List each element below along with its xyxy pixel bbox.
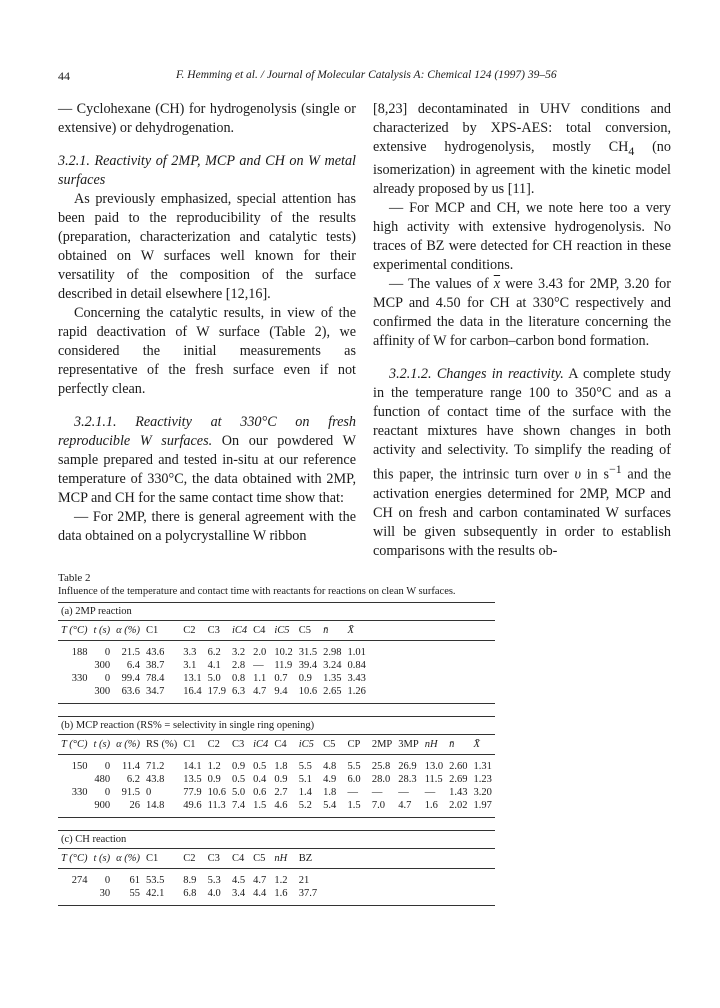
table-2 <box>58 572 666 906</box>
table-header-cell: C4 <box>250 621 271 641</box>
table-cell <box>58 773 90 786</box>
table-header-row <box>58 735 495 755</box>
paragraph: 3.2.1.1. Reactivity at 330°C on fresh reproducible W surfaces. On our powdered W sample prepared and tested in-situ at our reference temperature of 330°C, the data obtained with 2MP, MCP and CH for the same contact time show that: <box>58 414 357 506</box>
table-cell: 78.4 <box>146 673 165 684</box>
paragraph-gap <box>58 138 356 152</box>
table-cell: 1.6 <box>422 799 446 818</box>
table-cell: 99.4 <box>121 673 140 684</box>
table-header-cell: C3 <box>205 621 229 641</box>
table-header-cell: C1 <box>180 735 204 755</box>
table-cell: 1.31 <box>473 761 492 772</box>
table-cell: 5.3 <box>207 875 221 886</box>
table-cell: 1.26 <box>344 685 368 704</box>
table-cell: 8.9 <box>183 875 197 886</box>
table-section-label: (c) CH reaction <box>58 831 495 849</box>
table-header-cell: nH <box>271 849 295 869</box>
paragraph: [8,23] decontaminated in UHV conditions and characterized by XPS-AES: total conversion, extensive hydrogenolysis, mostly $CH_4$ (no isomerization) in agreement with the kinetic model already proposed by us [11]. <box>373 101 671 197</box>
table-section-label: (a) 2MP reaction <box>58 603 495 621</box>
table-cell: 13.1 <box>183 673 202 684</box>
table-cell: 6.0 <box>347 774 361 785</box>
paragraph: — For 2MP, there is general agreement with the data obtained on a polycrystalline W ribbon <box>58 509 356 544</box>
table-row <box>58 799 495 818</box>
table-cell: — <box>398 787 409 798</box>
table-cell: 10.6 <box>296 685 320 704</box>
table-cell: 11.5 <box>424 774 443 785</box>
table-cell: 3.24 <box>323 660 342 671</box>
table-cell: 25.8 <box>371 761 391 772</box>
table-cell: 1.2 <box>207 761 221 772</box>
table-cell: 6.4 <box>126 660 140 671</box>
table-header-cell: iC4 <box>229 621 250 641</box>
table-header-cell: n̄ <box>446 735 470 755</box>
table-cell: 30 <box>90 887 113 906</box>
table-cell <box>58 799 90 818</box>
data-table <box>58 602 495 906</box>
table-row <box>58 641 495 660</box>
table-cell: 480 <box>94 774 111 785</box>
table-cell: 0.4 <box>253 774 267 785</box>
running-head: F. Hemming et al. / Journal of Molecular Catalysis A: Chemical 124 (1997) 39–56 <box>176 69 557 81</box>
table-cell: 31.5 <box>298 647 318 658</box>
table-cell: 0.5 <box>231 774 246 785</box>
table-cell: 0.9 <box>274 774 288 785</box>
table-cell: 26.9 <box>398 761 417 772</box>
table-header-cell: C2 <box>180 849 204 869</box>
table-cell: 28.0 <box>371 774 391 785</box>
table-cell: 9.4 <box>271 685 295 704</box>
table-cell: 28.3 <box>398 774 417 785</box>
table-cell: 2.98 <box>323 647 342 658</box>
table-cell <box>58 685 90 704</box>
table-cell: 1.8 <box>274 761 288 772</box>
table-cell: 330 <box>71 787 88 798</box>
table-row <box>58 755 495 774</box>
table-header-cell: C4 <box>229 849 250 869</box>
table-cell: 5.5 <box>298 761 312 772</box>
table-header-row <box>58 621 495 641</box>
table-header-cell: BZ <box>296 849 320 869</box>
table-cell: 43.6 <box>146 647 165 658</box>
table-cell: 1.1 <box>253 673 267 684</box>
paragraph: — For MCP and CH, we note here too a very high activity with extensive hydrogenolysis. No traces of BZ were detected for CH reaction in these experimental conditions. <box>373 199 671 273</box>
table-cell: 5.5 <box>347 761 361 772</box>
table-cell: 5.2 <box>296 799 320 818</box>
table-cell: 900 <box>90 799 113 818</box>
table-cell: 10.6 <box>207 787 226 798</box>
table-cell: 4.0 <box>205 887 229 906</box>
paragraph: Concerning the catalytic results, in view of the rapid deactivation of W surface (Table 2), we considered the initial measurements as representative of the fresh surface even if not perfectly clean. <box>58 305 356 397</box>
table-cell: 0 <box>104 761 111 772</box>
table-cell: 11.9 <box>274 660 293 671</box>
table-row <box>58 773 495 786</box>
table-cell: 300 <box>90 685 113 704</box>
table-cell: 4.7 <box>250 685 271 704</box>
table-cell: 3.20 <box>473 787 492 798</box>
table-cell: 0 <box>104 673 111 684</box>
table-cell <box>58 887 90 906</box>
table-header-cell: C3 <box>205 849 229 869</box>
table-header-cell: α (%) <box>113 621 143 641</box>
table-cell: 2.02 <box>446 799 470 818</box>
table-row <box>58 685 495 704</box>
table-cell: 14.1 <box>183 761 202 772</box>
table-header-cell: X̄ <box>344 621 368 641</box>
table-header-cell: α (%) <box>113 735 143 755</box>
paragraph-gap <box>373 351 671 365</box>
table-cell: 0.9 <box>207 774 221 785</box>
table-cell: 26 <box>113 799 143 818</box>
table-cell: 5.4 <box>320 799 344 818</box>
table-cell: 0.5 <box>253 761 267 772</box>
table-header-cell: C3 <box>229 735 250 755</box>
table-header-cell: nH <box>422 735 446 755</box>
table-row <box>58 786 495 799</box>
table-cell: 63.6 <box>113 685 143 704</box>
table-header-row <box>58 849 495 869</box>
paragraph: As previously emphasized, special attention has been paid to the reproducibility of the results (preparation, characterization and catalytic tests) obtained on W surfaces well known for their versatility of the composition of the surface described in detail elsewhere [12,16]. <box>58 191 356 302</box>
table-header-cell: C5 <box>320 735 344 755</box>
table-cell: 16.4 <box>180 685 204 704</box>
table-cell: 37.7 <box>296 887 320 906</box>
paragraph: 3.2.1.2. Changes in reactivity. A complete study in the temperature range 100 to 350°C and as a function of contact time of the surface with the reactant mixtures have shown changes in both activity and selectivity. To simplify the reading of this paper, the intrinsic turn over υ in $s^{-1}$ and the activation energies determined for 2MP, MCP and CH on fresh and carbon contaminated W surfaces will be given subsequently in order to establish comparisons with the results ob- <box>373 365 672 559</box>
table-cell: — <box>424 787 436 798</box>
table-header-cell: C1 <box>143 849 180 869</box>
table-cell: — <box>371 787 383 798</box>
table-cell: 3.4 <box>229 887 250 906</box>
paragraph: — The values of $\overline{x}$ were 3.43 for 2MP, 3.20 for MCP and 4.50 for CH at 330°C respectively and confirmed the data in the literature concerning the affinity of W for carbon–carbon bond formation. <box>373 275 671 349</box>
table-header-cell: t (s) <box>90 849 113 869</box>
table-header-cell: iC4 <box>250 735 271 755</box>
table-cell: — <box>253 660 264 671</box>
table-cell: 5.0 <box>231 787 246 798</box>
table-cell: 91.5 <box>121 787 140 798</box>
table-header-cell: RS (%) <box>143 735 180 755</box>
table-cell: 2.7 <box>274 787 288 798</box>
table-cell: 14.8 <box>143 799 180 818</box>
table-cell: 21.5 <box>121 647 140 658</box>
table-cell: 2.65 <box>320 685 344 704</box>
table-cell: 7.0 <box>369 799 395 818</box>
table-cell: 300 <box>94 660 111 671</box>
table-cell: 1.97 <box>470 799 494 818</box>
table-header-cell: t (s) <box>90 621 113 641</box>
table-cell: 0 <box>104 647 111 658</box>
table-cell: 150 <box>71 761 88 772</box>
table-header-cell: t (s) <box>90 735 113 755</box>
table-header-cell: 2MP <box>369 735 395 755</box>
table-cell: 4.4 <box>250 887 271 906</box>
table-cell: 11.4 <box>122 761 140 772</box>
table-cell: 188 <box>71 647 88 658</box>
table-cell: 1.23 <box>473 774 492 785</box>
table-cell: 0.84 <box>347 660 366 671</box>
table-cell: 77.9 <box>183 787 202 798</box>
table-cell: 71.2 <box>146 761 165 772</box>
table-header-cell: C2 <box>205 735 229 755</box>
table-cell: 4.1 <box>207 660 221 671</box>
table-cell: 2.69 <box>449 774 468 785</box>
table-cell <box>58 659 90 672</box>
left-column <box>58 100 356 546</box>
table-header-cell: C4 <box>271 735 295 755</box>
table-cell: 6.3 <box>229 685 250 704</box>
table-cell: 0.9 <box>298 673 312 684</box>
table-cell: 4.7 <box>253 875 267 886</box>
section-heading: 3.2.1. Reactivity of 2MP, MCP and CH on W metal surfaces <box>58 153 356 188</box>
table-cell: 21 <box>298 875 310 886</box>
table-cell: 11.3 <box>205 799 229 818</box>
table-cell: 4.5 <box>231 875 246 886</box>
table-cell: 53.5 <box>146 875 165 886</box>
table-cell: 2.60 <box>449 761 468 772</box>
table-cell: 13.0 <box>424 761 444 772</box>
table-header-cell: C2 <box>180 621 204 641</box>
table-cell: 0.7 <box>274 673 288 684</box>
paragraph-gap <box>58 399 356 413</box>
table-header-cell: C5 <box>296 621 320 641</box>
table-cell: 1.01 <box>347 647 366 658</box>
table-row <box>58 672 495 685</box>
table-cell: 1.35 <box>323 673 342 684</box>
table-cell: 3.3 <box>183 647 197 658</box>
table-cell: 0.6 <box>253 787 267 798</box>
table-cell: 1.4 <box>298 787 312 798</box>
table-header-cell: 3MP <box>395 735 421 755</box>
table-cell: 4.9 <box>323 774 337 785</box>
table-cell: 4.7 <box>395 799 421 818</box>
paragraph: — Cyclohexane (CH) for hydrogenolysis (single or extensive) or dehydrogenation. <box>58 101 356 136</box>
table-cell: 0 <box>104 787 111 798</box>
table-cell: 1.5 <box>250 799 271 818</box>
table-cell: 2.8 <box>231 660 246 671</box>
table-row <box>58 869 495 888</box>
table-header-cell: T (°C) <box>58 849 90 869</box>
table-header-cell: α (%) <box>113 849 143 869</box>
table-header-cell: n̄ <box>320 621 344 641</box>
table-caption: Influence of the temperature and contact time with reactants for reactions on clean W surfaces. <box>58 586 456 597</box>
table-cell: 1.2 <box>274 875 288 886</box>
table-cell: 6.2 <box>207 647 221 658</box>
table-cell: 13.5 <box>183 774 202 785</box>
table-cell: 7.4 <box>229 799 250 818</box>
table-cell: 274 <box>71 875 88 886</box>
table-cell: 61 <box>129 875 140 886</box>
table-cell: 55 <box>113 887 143 906</box>
table-row <box>58 887 495 906</box>
table-cell: 43.8 <box>146 774 165 785</box>
table-cell: 10.2 <box>274 647 293 658</box>
table-cell: 1.8 <box>323 787 337 798</box>
table-cell: 3.1 <box>183 660 197 671</box>
table-cell: 1.6 <box>271 887 295 906</box>
table-cell: 1.43 <box>449 787 468 798</box>
table-cell: 42.1 <box>143 887 180 906</box>
table-cell: 0 <box>146 787 152 798</box>
table-header-cell: iC5 <box>296 735 320 755</box>
table-cell: 38.7 <box>146 660 165 671</box>
page-number: 44 <box>58 69 70 83</box>
table-cell: — <box>347 787 358 798</box>
table-header-cell: iC5 <box>271 621 295 641</box>
table-cell: 4.8 <box>323 761 337 772</box>
table-header-cell: CP <box>344 735 368 755</box>
table-cell: 3.43 <box>347 673 366 684</box>
table-cell: 39.4 <box>298 660 318 671</box>
table-cell: 6.8 <box>180 887 204 906</box>
table-cell: 330 <box>71 673 88 684</box>
table-header-cell: T (°C) <box>58 621 90 641</box>
table-cell: 6.2 <box>126 774 140 785</box>
table-cell: 0 <box>104 875 111 886</box>
table-cell: 4.6 <box>271 799 295 818</box>
table-cell: 0.9 <box>231 761 246 772</box>
table-cell: 1.5 <box>344 799 368 818</box>
table-row <box>58 659 495 672</box>
table-cell: 34.7 <box>143 685 180 704</box>
table-header-cell: C1 <box>143 621 180 641</box>
table-cell: 0.8 <box>231 673 246 684</box>
table-sections <box>58 602 666 906</box>
table-header-cell: C5 <box>250 849 271 869</box>
table-header-cell: X̄ <box>470 735 494 755</box>
right-column <box>373 100 671 561</box>
table-header-cell: T (°C) <box>58 735 90 755</box>
table-cell: 17.9 <box>205 685 229 704</box>
table-cell: 2.0 <box>253 647 267 658</box>
table-cell: 5.0 <box>207 673 221 684</box>
table-title: Table 2 <box>58 572 91 584</box>
table-section-label: (b) MCP reaction (RS% = selectivity in single ring opening) <box>58 717 495 735</box>
table-cell: 5.1 <box>298 774 312 785</box>
table-cell: 49.6 <box>180 799 204 818</box>
table-cell: 3.2 <box>231 647 246 658</box>
